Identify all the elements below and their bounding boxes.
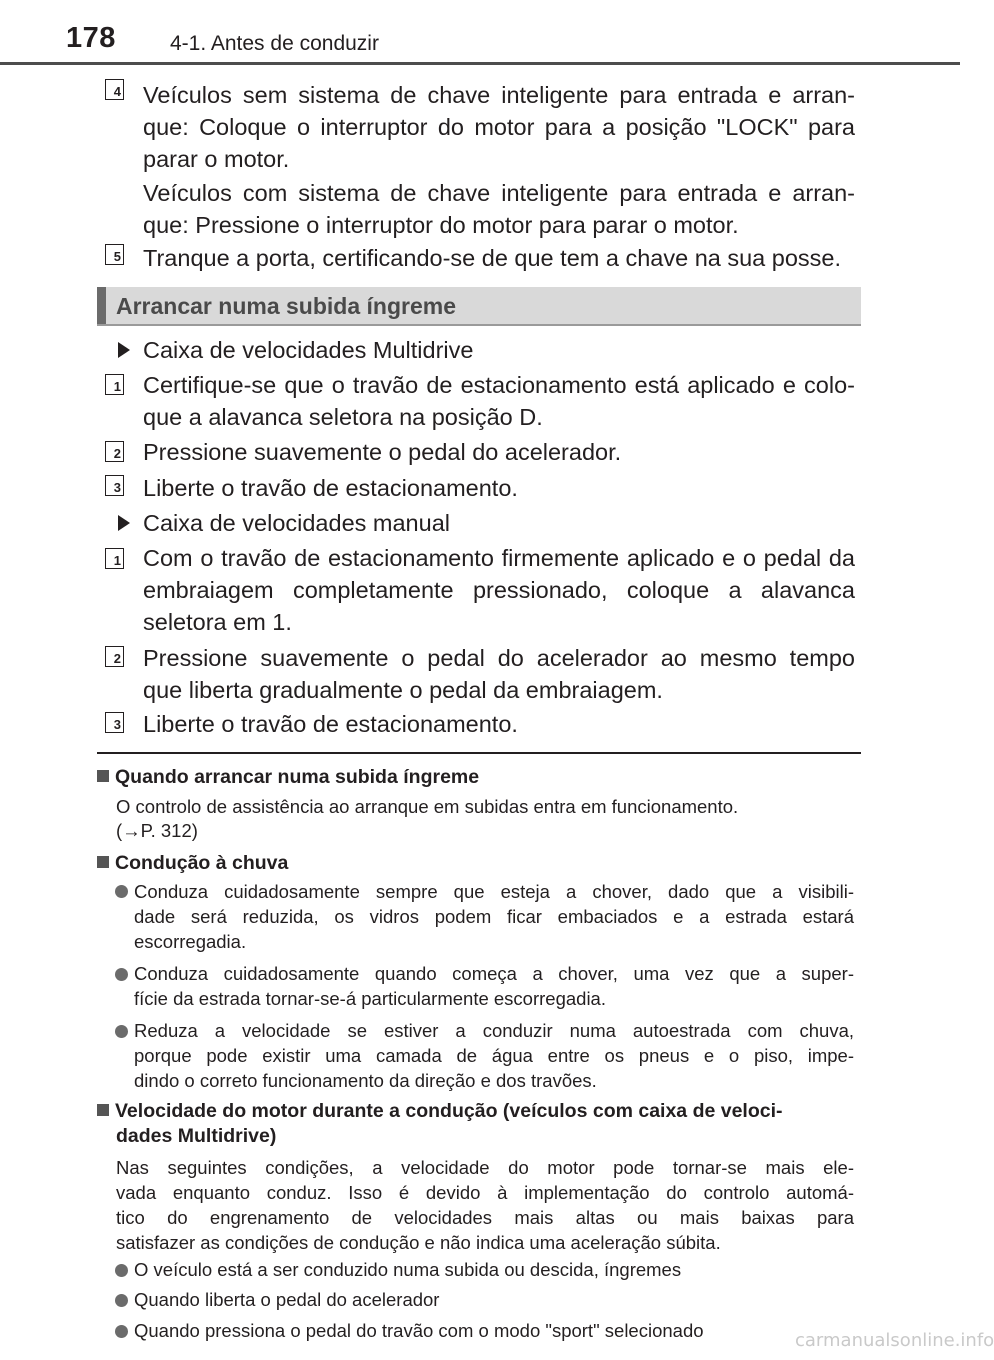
note-heading: dades Multidrive) [116,1125,277,1147]
step-text: Pressione suavemente o pedal do acelerador ao mesmo tempo [143,645,855,671]
note-text: (→P. 312) [116,820,198,841]
step-text: que: Coloque o interruptor do motor para a posição "LOCK" para [143,114,855,140]
circle-bullet-icon [115,1325,128,1338]
square-bullet-icon [97,856,109,868]
note-text: tico do engrenamento de velocidades mais altas ou mais baixas para [116,1207,854,1228]
subsection-title: Caixa de velocidades Multidrive [143,337,474,363]
watermark: carmanualsonline.info [795,1330,994,1351]
subsection-title: Caixa de velocidades manual [143,510,450,536]
triangle-bullet-icon [118,342,130,358]
circle-bullet-icon [115,968,128,981]
note-text: Nas seguintes condições, a velocidade do motor pode tornar-se mais ele- [116,1157,854,1178]
step-badge: 3 [105,475,124,496]
step-text: Pressione suavemente o pedal do acelerador. [143,439,622,465]
step-text: parar o motor. [143,146,290,172]
section-divider [97,752,861,754]
bullet-text: Conduza cuidadosamente sempre que esteja a chover, dado que a visibili- [134,881,854,902]
circle-bullet-icon [115,1264,128,1277]
step-badge: 2 [105,441,124,462]
step-text: que: Pressione o interruptor do motor para parar o motor. [143,212,739,238]
section-title: 4-1. Antes de conduzir [170,32,379,55]
section-banner [97,287,861,326]
bullet-text: Quando pressiona o pedal do travão com o modo "sport" selecionado [134,1320,704,1341]
note-heading: Condução à chuva [97,851,288,875]
header-rule [0,62,960,65]
bullet-text: O veículo está a ser conduzido numa subida ou descida, íngremes [134,1259,682,1280]
note-heading: Velocidade do motor durante a condução (veículos com caixa de veloci- [97,1099,783,1123]
step-text: Veículos com sistema de chave inteligente para entrada e arran- [143,180,855,206]
banner-accent-bar [97,287,106,324]
bullet-text: Conduza cuidadosamente quando começa a chover, uma vez que a super- [134,963,854,984]
page-number: 178 [66,22,116,54]
step-text: seletora em 1. [143,609,292,635]
bullet-text: dade será reduzida, os vidros podem ficar embaciados e a estrada estará [134,906,854,927]
step-badge: 1 [105,374,124,395]
circle-bullet-icon [115,1025,128,1038]
step-text: embraiagem completamente pressionado, coloque a alavanca [143,577,855,603]
bullet-text: fície da estrada tornar-se-á particularmente escorregadia. [134,988,606,1009]
section-heading: Arrancar numa subida íngreme [116,293,456,319]
step-text: Liberte o travão de estacionamento. [143,711,518,737]
step-badge: 4 [105,79,124,100]
step-badge: 3 [105,712,124,733]
step-text: Com o travão de estacionamento firmemente aplicado e o pedal da [143,545,855,571]
step-text: Liberte o travão de estacionamento. [143,475,518,501]
circle-bullet-icon [115,885,128,898]
triangle-bullet-icon [118,515,130,531]
bullet-text: Reduza a velocidade se estiver a conduzir numa autoestrada com chuva, [134,1020,854,1041]
bullet-text: dindo o correto funcionamento da direção e dos travões. [134,1070,597,1091]
step-text: que a alavanca seletora na posição D. [143,404,543,430]
bullet-text: Quando liberta o pedal do acelerador [134,1289,440,1310]
bullet-text: escorregadia. [134,931,247,952]
step-text: que liberta gradualmente o pedal da embraiagem. [143,677,663,703]
step-badge: 1 [105,548,124,569]
note-text: O controlo de assistência ao arranque em subidas entra em funcionamento. [116,796,739,817]
step-text: Tranque a porta, certificando-se de que tem a chave na sua posse. [143,245,842,271]
step-badge: 2 [105,646,124,667]
step-text: Veículos sem sistema de chave inteligente para entrada e arran- [143,82,855,108]
square-bullet-icon [97,1104,109,1116]
circle-bullet-icon [115,1294,128,1307]
note-text: satisfazer as condições de condução e não indica uma aceleração súbita. [116,1232,721,1253]
page-header [0,0,960,64]
square-bullet-icon [97,770,109,782]
bullet-text: porque pode existir uma camada de água entre os pneus e o piso, impe- [134,1045,854,1066]
note-text: vada enquanto conduz. Isso é devido à implementação do controlo automá- [116,1182,854,1203]
note-heading: Quando arrancar numa subida íngreme [97,765,479,789]
step-text: Certifique-se que o travão de estacionamento está aplicado e colo- [143,372,855,398]
step-badge: 5 [105,244,124,265]
